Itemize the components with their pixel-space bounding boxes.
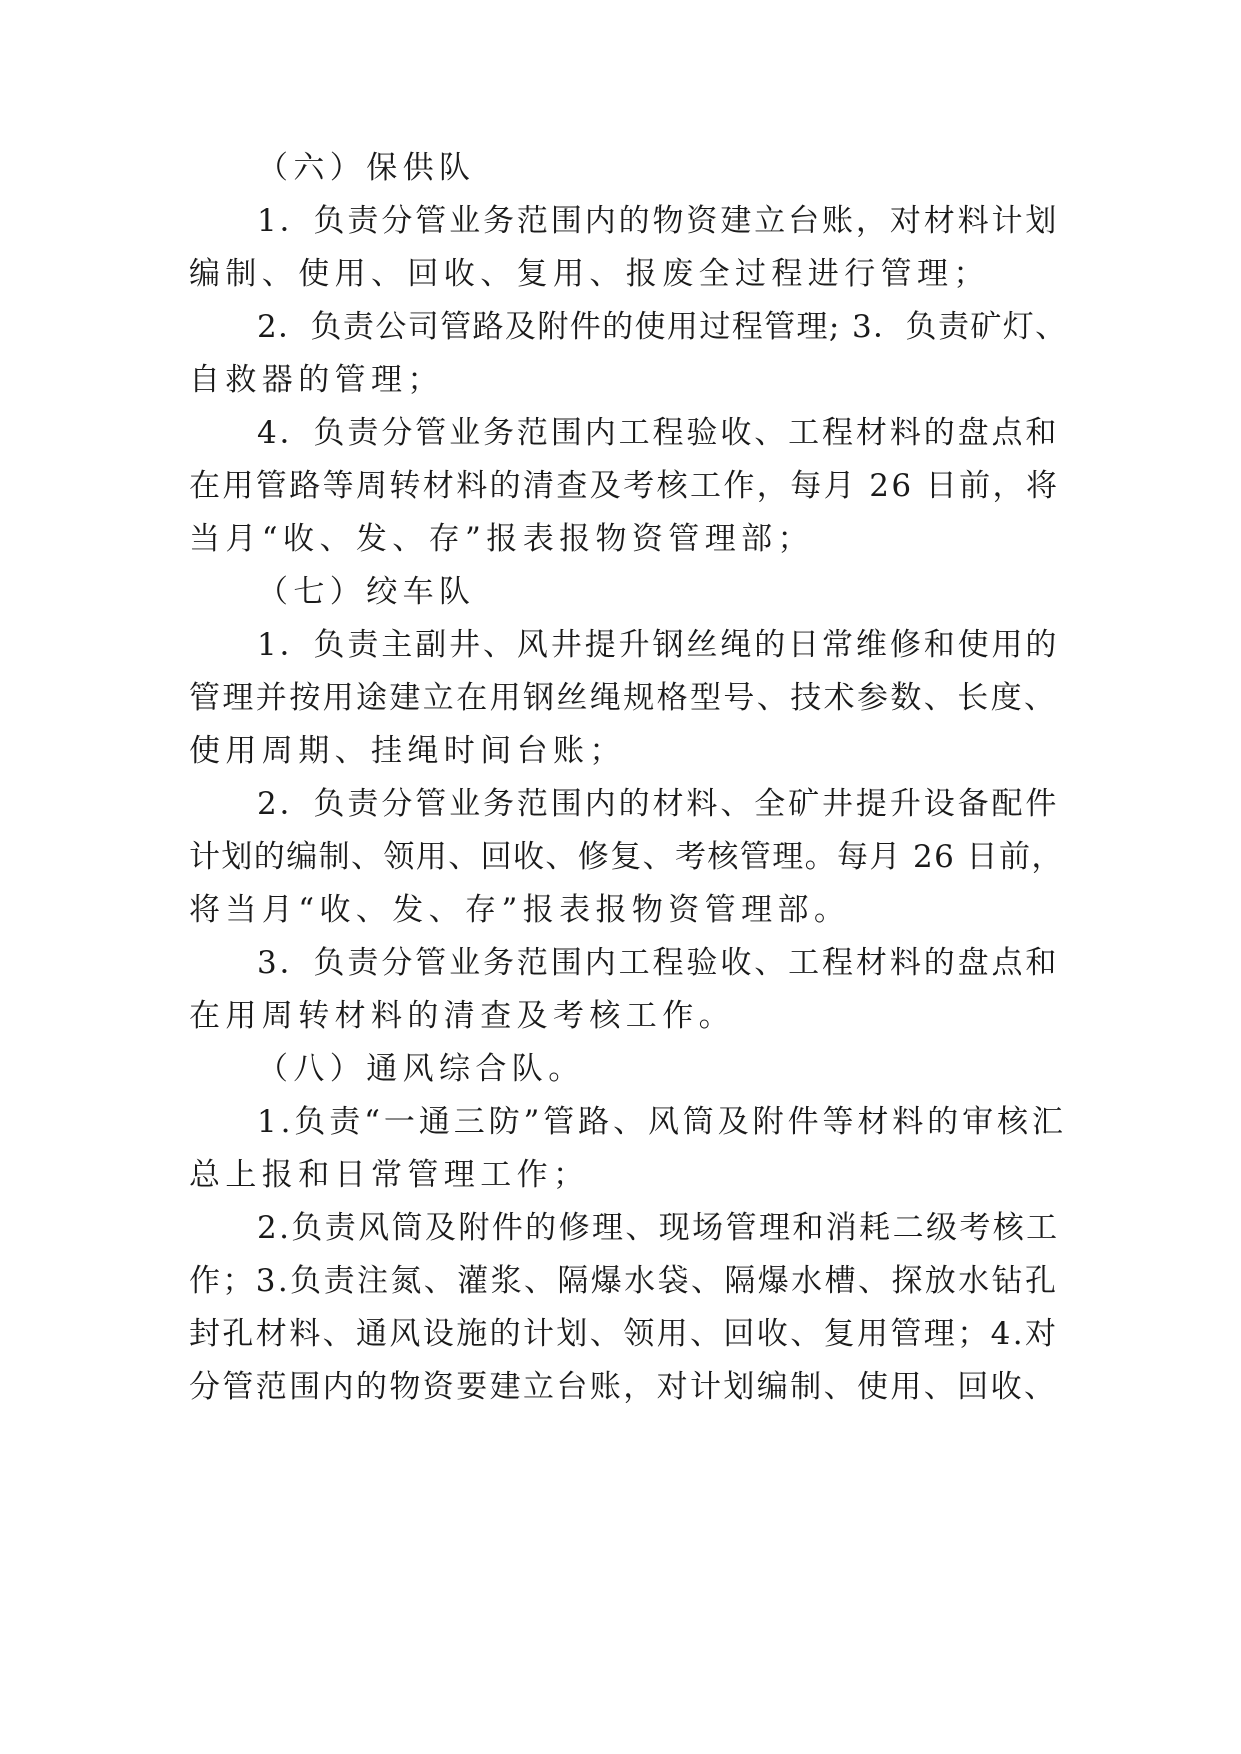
paragraph-line: 2.负责风筒及附件的修理、现场管理和消耗二级考核工 <box>257 1210 1060 1246</box>
paragraph-line: 4．负责分管业务范围内工程验收、工程材料的盘点和 <box>257 415 1060 451</box>
paragraph-line: 使用周期、挂绳时间台账； <box>189 733 626 769</box>
paragraph-line: 在用周转材料的清查及考核工作。 <box>189 998 735 1034</box>
paragraph-line: 当月“收、发、存”报表报物资管理部； <box>189 521 814 557</box>
heading-ventilation-team: （八）通风综合队。 <box>257 1051 585 1087</box>
paragraph-line: 作；3.负责注氮、灌浆、隔爆水袋、隔爆水槽、探放水钻孔 <box>189 1263 1059 1299</box>
paragraph-line: 在用管路等周转材料的清查及考核工作，每月 26 日前，将 <box>189 468 1060 504</box>
paragraph-line: 封孔材料、通风设施的计划、领用、回收、复用管理；4.对 <box>189 1316 1059 1352</box>
paragraph-line: 2．负责分管业务范围内的材料、全矿井提升设备配件 <box>257 786 1060 822</box>
heading-winch-team: （七）绞车队 <box>257 574 476 610</box>
paragraph-line: 自救器的管理； <box>189 362 444 398</box>
paragraph-line: 1．负责主副井、风井提升钢丝绳的日常维修和使用的 <box>257 627 1060 663</box>
heading-baogong-team: （六）保供队 <box>257 150 476 186</box>
paragraph-line: 管理并按用途建立在用钢丝绳规格型号、技术参数、长度、 <box>189 680 1058 716</box>
paragraph-line: 2．负责公司管路及附件的使用过程管理; 3．负责矿灯、 <box>257 309 1068 345</box>
paragraph-line: 编制、使用、回收、复用、报废全过程进行管理； <box>189 256 990 292</box>
paragraph-line: 1.负责“一通三防”管路、风筒及附件等材料的审核汇 <box>257 1104 1067 1140</box>
paragraph-line: 3．负责分管业务范围内工程验收、工程材料的盘点和 <box>257 945 1060 981</box>
paragraph-line: 将当月“收、发、存”报表报物资管理部。 <box>189 892 851 928</box>
paragraph-line: 1．负责分管业务范围内的物资建立台账，对材料计划 <box>257 203 1060 239</box>
paragraph-line: 分管范围内的物资要建立台账，对计划编制、使用、回收、 <box>189 1369 1058 1405</box>
paragraph-line: 计划的编制、领用、回收、修复、考核管理。每月 26 日前， <box>189 839 1064 875</box>
paragraph-line: 总上报和日常管理工作； <box>189 1157 590 1193</box>
